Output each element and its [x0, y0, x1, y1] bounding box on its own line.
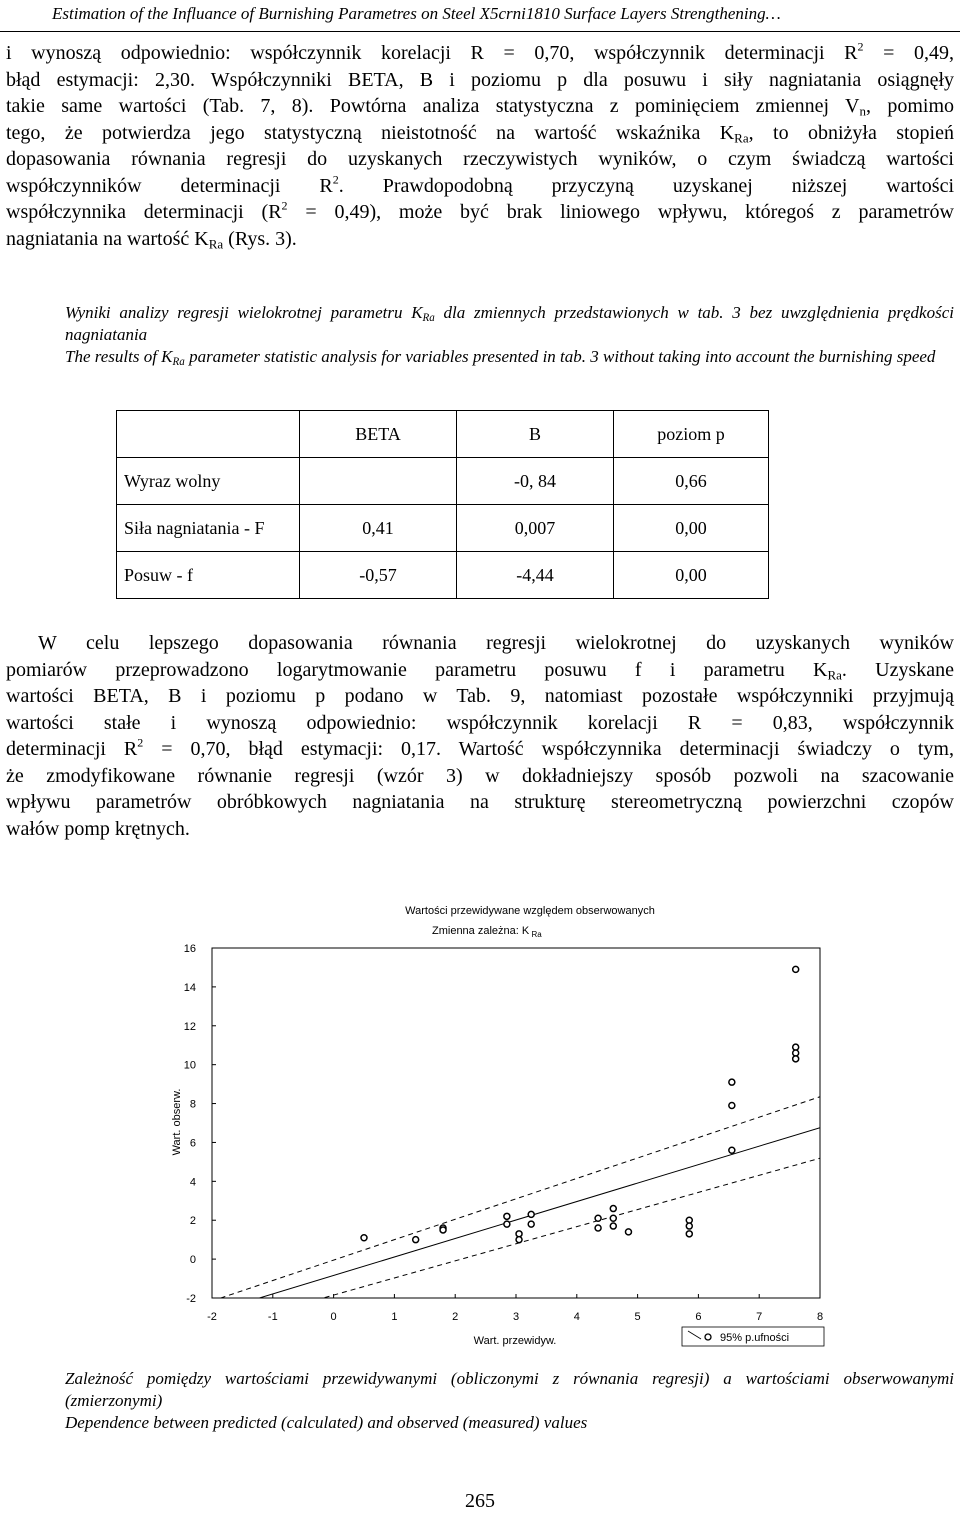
- superscript: 2: [332, 172, 339, 187]
- paragraph-line: [6, 120, 954, 147]
- table-caption: [6, 302, 954, 368]
- regression-line: [212, 1128, 820, 1313]
- x-tick-label: 8: [816, 1311, 824, 1323]
- chart-subtitle: Zmienna zależna: K $_{Ra}$: [432, 925, 542, 939]
- y-tick-label: -2: [186, 1293, 196, 1305]
- line-text: (Rys. 3).: [223, 227, 297, 250]
- superscript: 2: [857, 39, 864, 54]
- line-text: pomiarów przeprowadzono logarytmowanie parametru posuwu f i parametru K: [6, 658, 828, 681]
- running-header-title: Estimation of the Influance of Burnishing Parametres on Steel X5crni1810 Surface Layers Strengthening…: [52, 4, 781, 23]
- table-cell: -0,57: [300, 552, 457, 599]
- line-text: współczynnika determinacji (R: [6, 201, 282, 223]
- table-caption-en-text1: The results of K: [65, 347, 173, 366]
- paragraph-line: [6, 816, 954, 843]
- line-text: wartości BETA, B i poziomu p podano w Tab. 9, natomiast pozostałe współczynniki przyjmują: [6, 685, 954, 707]
- figure-caption-en-text: Dependence between predicted (calculated) and observed (measured) values: [65, 1413, 588, 1432]
- table-cell: 0,007: [457, 505, 614, 552]
- y-tick-label: 6: [189, 1137, 196, 1150]
- data-point: [528, 1211, 534, 1217]
- figure-caption-pl-label: [6, 1368, 65, 1390]
- table-cell: 0,00: [614, 505, 769, 552]
- data-point: [793, 966, 799, 972]
- line-text: współczynników determinacji R: [6, 174, 333, 197]
- chart-title: Wartości przewidywane względem obserwowanych: [405, 905, 655, 917]
- paragraph-line: [6, 630, 954, 657]
- subscript: n: [859, 103, 866, 119]
- line-text: = 0,70, błąd estymacji: 0,17. Wartość współczynnika determinacji świadczy o tym,: [143, 738, 954, 760]
- table-header-cell: [117, 411, 300, 458]
- data-point: [595, 1215, 601, 1221]
- paragraph-line: [6, 67, 954, 94]
- y-tick-label: 16: [183, 943, 196, 955]
- data-point: [793, 1056, 799, 1062]
- x-tick-label: 6: [695, 1311, 702, 1323]
- figure-caption-pl-text: Zależność pomiędzy wartościami przewidywanymi (obliczonymi z równania regresji) a wartościami obserwowanymi (zmierzonymi): [65, 1369, 954, 1410]
- paragraph-line: [6, 146, 954, 173]
- line-text: błąd estymacji: 2,30. Współczynniki BETA, B i poziomu p dla posuwu i siły nagniatania osiągnęły: [6, 68, 954, 91]
- data-point: [504, 1221, 510, 1227]
- table-caption-en-text2: parameter statistic analysis for variables presented in tab. 3 without taking into account the burnishing speed: [184, 347, 936, 366]
- table-header-row: [117, 411, 769, 458]
- x-tick-label: 2: [452, 1311, 459, 1323]
- regression-results-table: [116, 410, 769, 599]
- figure-caption-en-label: [6, 1412, 65, 1434]
- table-caption-en: [6, 346, 954, 368]
- paragraph-line: [6, 226, 954, 253]
- line-text: . Prawdopodobną przyczyną uzyskanej niższej wartości: [338, 174, 954, 197]
- line-text: determinacji R: [6, 738, 138, 760]
- y-axis-label: Wart. obserw.: [171, 1088, 183, 1156]
- figure-caption-pl: [6, 1368, 954, 1412]
- y-tick-label: 2: [189, 1215, 196, 1228]
- line-text: , to obniżyła stopień: [748, 121, 954, 144]
- line-text: = 0,49), może być brak liniowego wpływu, któregoś z parametrów: [287, 201, 955, 223]
- data-point: [610, 1215, 616, 1221]
- table-cell: Siła nagniatania - F: [117, 505, 300, 552]
- line-text: wpływu parametrów obróbkowych nagniatania na strukturę stereometryczną powierzchni czopów: [6, 791, 954, 813]
- table-cell: [300, 458, 457, 505]
- y-tick-label: 0: [189, 1254, 196, 1267]
- line-text: . Uzyskane: [841, 658, 955, 681]
- paragraph-line: [6, 710, 954, 737]
- plot-frame: [212, 948, 820, 1298]
- x-tick-label: 3: [512, 1311, 520, 1323]
- table-cell: -0, 84: [457, 458, 614, 505]
- x-tick-label: 0: [330, 1311, 337, 1323]
- table-cell: -4,44: [457, 552, 614, 599]
- table-caption-pl-label: [6, 302, 65, 324]
- subscript: Ra: [734, 129, 749, 145]
- data-point: [610, 1223, 616, 1229]
- line-text: nagniatania na wartość K: [6, 227, 209, 250]
- x-tick-label: -1: [267, 1311, 278, 1323]
- paragraph-line: [6, 789, 954, 816]
- table-caption-en-label: [6, 346, 65, 368]
- table-cell: 0,66: [614, 458, 769, 505]
- table-row: [117, 505, 769, 552]
- y-tick-label: 14: [183, 981, 196, 994]
- x-axis-label: Wart. przewidyw.: [473, 1335, 557, 1347]
- paragraph-line: [6, 40, 954, 67]
- data-point: [595, 1225, 601, 1231]
- data-point: [686, 1223, 692, 1229]
- table-header-cell: BETA: [300, 411, 457, 458]
- paragraph-line: [6, 736, 954, 763]
- page-number: 265: [465, 1490, 495, 1512]
- line-text: tego, że potwierdza jego statystyczną nieistotność na wartość wskaźnika K: [6, 121, 735, 144]
- table-cell: Posuw - f: [117, 552, 300, 599]
- confidence-line: [212, 1097, 820, 1301]
- paragraph-line: [6, 199, 954, 226]
- y-tick-label: 4: [189, 1176, 196, 1189]
- superscript: 2: [137, 735, 144, 750]
- table-caption-pl-text1: Wyniki analizy regresji wielokrotnej parametru K: [65, 303, 423, 322]
- running-header: [0, 0, 960, 32]
- paragraph-line: [6, 173, 954, 200]
- data-point: [729, 1103, 735, 1109]
- table-row: [117, 458, 769, 505]
- paragraph-line: [6, 93, 954, 120]
- data-point: [625, 1229, 631, 1235]
- confidence-line: [212, 1158, 820, 1329]
- x-tick-label: 4: [573, 1311, 580, 1323]
- y-tick-label: 10: [183, 1059, 196, 1072]
- data-point: [516, 1237, 522, 1243]
- subscript: Ra: [827, 666, 842, 682]
- line-text: takie same wartości (Tab. 7, 8). Powtórna analiza statystyczna z pominięciem zmiennej V: [6, 95, 860, 117]
- x-tick-label: 5: [634, 1311, 641, 1323]
- x-tick-label: 7: [756, 1311, 763, 1323]
- figure-caption: [6, 1368, 954, 1434]
- data-point: [610, 1206, 616, 1212]
- x-tick-label: 1: [391, 1311, 398, 1323]
- data-point: [504, 1213, 510, 1219]
- figure-caption-en: [6, 1412, 954, 1434]
- data-point: [440, 1227, 446, 1233]
- data-point: [686, 1231, 692, 1237]
- paragraph-line: [6, 657, 954, 684]
- table-header-cell: B: [457, 411, 614, 458]
- paragraph-line: [6, 763, 954, 790]
- legend-point-swatch: [705, 1334, 711, 1340]
- line-text: i wynoszą odpowiednio: współczynnik korelacji R = 0,70, współczynnik determinacji R: [6, 42, 858, 64]
- x-tick-label: -2: [207, 1311, 217, 1323]
- scatter-chart: [160, 892, 840, 1352]
- data-point: [729, 1079, 735, 1085]
- table-caption-pl-sub: Ra: [422, 311, 435, 324]
- legend-label: 95% p.ufności: [720, 1332, 790, 1344]
- data-point: [528, 1221, 534, 1227]
- line-text: wałów pomp krętnych.: [6, 817, 190, 840]
- line-text: że zmodyfikowane równanie regresji (wzór 3) w dokładniejszy sposób pozwoli na szacowanie: [6, 764, 954, 787]
- paragraph-1: [6, 40, 954, 252]
- superscript: 2: [281, 198, 288, 213]
- data-point: [413, 1237, 419, 1243]
- line-text: , pomimo: [866, 95, 955, 117]
- table-caption-pl-text2: dla zmiennych przedstawionych w tab. 3 bez uwzględnienia prędkości nagniatania: [65, 303, 954, 344]
- data-point: [361, 1235, 367, 1241]
- line-text: = 0,49,: [863, 42, 954, 64]
- line-text: W celu lepszego dopasowania równania regresji wielokrotnej do uzyskanych wyników: [38, 632, 954, 654]
- line-text: wartości stałe i wynoszą odpowiednio: współczynnik korelacji R = 0,83, współczynnik: [6, 711, 954, 734]
- paragraph-2: [6, 630, 954, 842]
- y-tick-label: 8: [189, 1098, 196, 1111]
- y-tick-label: 12: [183, 1020, 196, 1033]
- table-header-cell: poziom p: [614, 411, 769, 458]
- table-cell: 0,00: [614, 552, 769, 599]
- line-text: dopasowania równania regresji do uzyskanych rzeczywistych wyników, o czym świadczą wartości: [6, 148, 954, 170]
- data-point: [729, 1147, 735, 1153]
- subscript: Ra: [208, 235, 224, 251]
- table-caption-pl: [6, 302, 954, 346]
- chart-subtitle-sub: Ra: [529, 930, 542, 939]
- paragraph-line: [6, 683, 954, 710]
- table-caption-en-sub: Ra: [172, 355, 185, 368]
- table-cell: 0,41: [300, 505, 457, 552]
- table-cell: Wyraz wolny: [117, 458, 300, 505]
- table-row: [117, 552, 769, 599]
